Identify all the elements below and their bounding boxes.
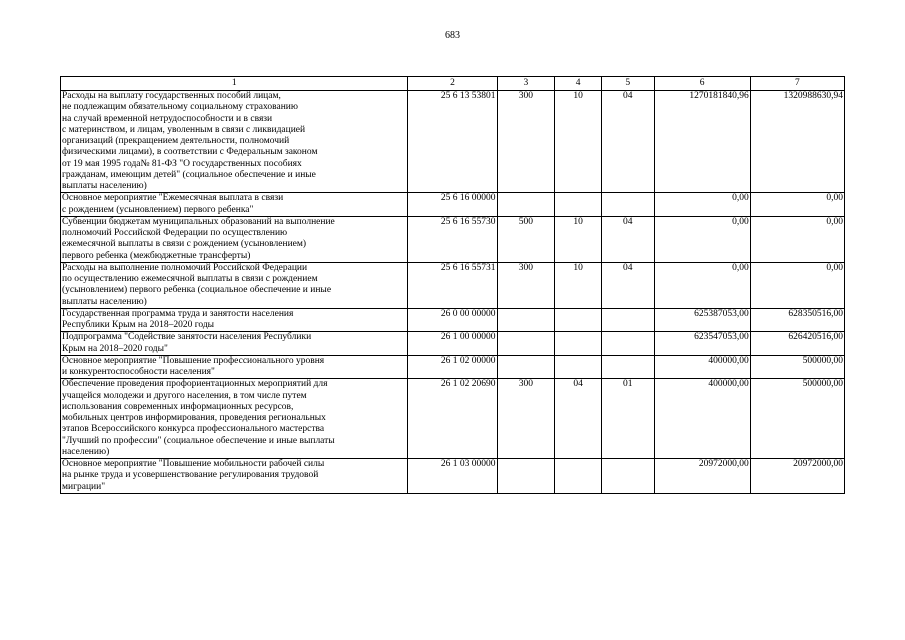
amount-col7: 628350516,00 [750, 308, 844, 332]
expense-type-code: 300 [497, 91, 555, 193]
section-code [555, 459, 602, 494]
section-code: 04 [555, 379, 602, 459]
item-name: Государственная программа труда и занятости населения Республики Крым на 2018–2020 годы [61, 308, 408, 332]
amount-col6: 1270181840,96 [654, 91, 750, 193]
subsection-code: 04 [601, 91, 654, 193]
target-article-code: 26 1 03 00000 [408, 459, 497, 494]
subsection-code [601, 193, 654, 217]
column-header: 6 [654, 77, 750, 91]
table-row [61, 216, 845, 262]
section-code: 10 [555, 262, 602, 308]
amount-col7: 626420516,00 [750, 332, 844, 356]
subsection-code: 01 [601, 379, 654, 459]
table-row [61, 379, 845, 459]
item-name: Субвенции бюджетам муниципальных образований на выполнение полномочий Российской Федерации по осуществлению ежемесячной выплаты в связи с рождением (усыновлением) первого ребенка (межбюджетные трансферты) [61, 216, 408, 262]
table-row [61, 91, 845, 193]
amount-col7: 20972000,00 [750, 459, 844, 494]
item-name: Расходы на выплату государственных пособий лицам, не подлежащим обязательному социальному страхованию на случай временной нетрудоспособности и в связи с материнством, и лицам, уволенным в связи с ликвидацией организаций (прекращением деятельности, полномочий физическими лицами), в соответствии с Федеральным законом от 19 мая 1995 года№ 81-ФЗ "О государственных пособиях гражданам, имеющим детей" (социальное обеспечение и иные выплаты населению) [61, 91, 408, 193]
expense-type-code [497, 332, 555, 356]
budget-table [60, 76, 845, 494]
amount-col7: 0,00 [750, 262, 844, 308]
column-header: 5 [601, 77, 654, 91]
column-header: 7 [750, 77, 844, 91]
amount-col6: 625387053,00 [654, 308, 750, 332]
table-row [61, 355, 845, 379]
column-number-row [61, 77, 845, 91]
section-code [555, 193, 602, 217]
subsection-code [601, 355, 654, 379]
section-code [555, 308, 602, 332]
amount-col6: 0,00 [654, 193, 750, 217]
expense-type-code: 300 [497, 379, 555, 459]
expense-type-code: 500 [497, 216, 555, 262]
target-article-code: 26 0 00 00000 [408, 308, 497, 332]
item-name: Основное мероприятие "Повышение мобильности рабочей силы на рынке труда и усовершенствование регулирования трудовой миграции" [61, 459, 408, 494]
target-article-code: 25 6 16 00000 [408, 193, 497, 217]
item-name: Расходы на выполнение полномочий Российской Федерации по осуществлению ежемесячной выплаты в связи с рождением (усыновлением) первого ребенка (социальное обеспечение и иные выплаты населению) [61, 262, 408, 308]
section-code [555, 332, 602, 356]
item-name: Подпрограмма "Содействие занятости населения Республики Крым на 2018–2020 годы" [61, 332, 408, 356]
item-name: Основное мероприятие "Ежемесячная выплата в связи с рождением (усыновлением) первого ребенка" [61, 193, 408, 217]
section-code [555, 355, 602, 379]
expense-type-code: 300 [497, 262, 555, 308]
expense-type-code [497, 193, 555, 217]
amount-col7: 500000,00 [750, 355, 844, 379]
item-name: Обеспечение проведения профориентационных мероприятий для учащейся молодежи и другого населения, в том числе путем использования современных информационных ресурсов, мобильных центров информирования, проведения региональных этапов Всероссийского конкурса профессионального мастерства "Лучший по профессии" (социальное обеспечение и иные выплаты населению) [61, 379, 408, 459]
column-header: 3 [497, 77, 555, 91]
subsection-code [601, 308, 654, 332]
expense-type-code [497, 459, 555, 494]
amount-col7: 0,00 [750, 193, 844, 217]
target-article-code: 26 1 02 20690 [408, 379, 497, 459]
expense-type-code [497, 308, 555, 332]
subsection-code: 04 [601, 262, 654, 308]
amount-col7: 1320988630,94 [750, 91, 844, 193]
target-article-code: 26 1 00 00000 [408, 332, 497, 356]
expense-type-code [497, 355, 555, 379]
table-row [61, 308, 845, 332]
target-article-code: 26 1 02 00000 [408, 355, 497, 379]
subsection-code [601, 459, 654, 494]
section-code: 10 [555, 91, 602, 193]
subsection-code: 04 [601, 216, 654, 262]
amount-col6: 623547053,00 [654, 332, 750, 356]
amount-col6: 20972000,00 [654, 459, 750, 494]
amount-col6: 0,00 [654, 262, 750, 308]
amount-col6: 0,00 [654, 216, 750, 262]
target-article-code: 25 6 13 53801 [408, 91, 497, 193]
column-header: 1 [61, 77, 408, 91]
amount-col6: 400000,00 [654, 355, 750, 379]
section-code: 10 [555, 216, 602, 262]
amount-col6: 400000,00 [654, 379, 750, 459]
target-article-code: 25 6 16 55730 [408, 216, 497, 262]
amount-col7: 500000,00 [750, 379, 844, 459]
amount-col7: 0,00 [750, 216, 844, 262]
table-row [61, 193, 845, 217]
target-article-code: 25 6 16 55731 [408, 262, 497, 308]
table-row [61, 262, 845, 308]
subsection-code [601, 332, 654, 356]
item-name: Основное мероприятие "Повышение профессионального уровня и конкурентоспособности населения" [61, 355, 408, 379]
column-header: 4 [555, 77, 602, 91]
table-row [61, 332, 845, 356]
table-row [61, 459, 845, 494]
column-header: 2 [408, 77, 497, 91]
page-number: 683 [445, 30, 460, 41]
